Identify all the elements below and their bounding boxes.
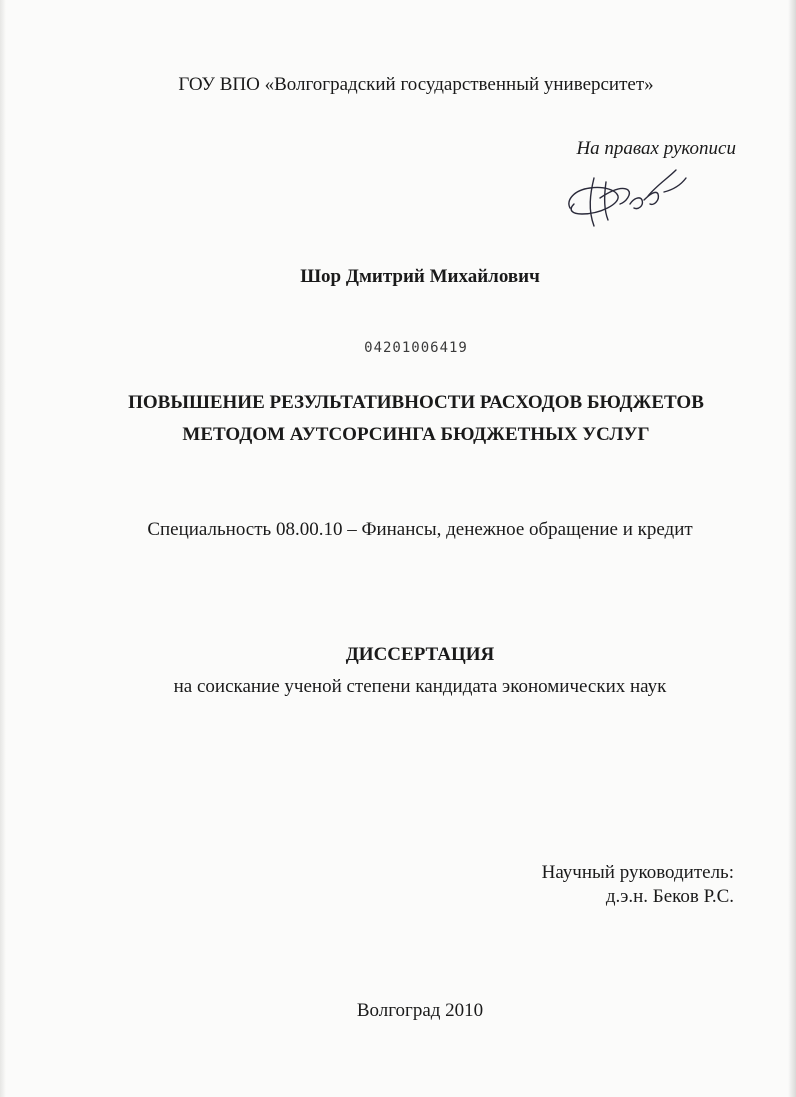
city-year: Волгоград 2010 — [356, 1000, 484, 1021]
supervisor-name: д.э.н. Беков Р.С. — [605, 886, 734, 907]
manuscript-note: На правах рукописи — [576, 138, 736, 159]
supervisor-label: Научный руководитель: — [541, 862, 734, 883]
scan-edge-left — [0, 0, 6, 1097]
degree-description: на соискание ученой степени кандидата экономических наук — [173, 676, 667, 697]
specialty: Специальность 08.00.10 – Финансы, денежное обращение и кредит — [147, 519, 693, 540]
university-name: ГОУ ВПО «Волгоградский государственный университет» — [178, 74, 654, 95]
handwritten-signature — [560, 160, 700, 232]
dissertation-title-line-2: МЕТОДОМ АУТСОРСИНГА БЮДЖЕТНЫХ УСЛУГ — [182, 424, 650, 445]
catalog-number: 04201006419 — [364, 340, 468, 356]
document-type: ДИССЕРТАЦИЯ — [345, 644, 495, 665]
scan-edge-right — [788, 0, 796, 1097]
dissertation-title-line-1: ПОВЫШЕНИЕ РЕЗУЛЬТАТИВНОСТИ РАСХОДОВ БЮДЖЕТОВ — [128, 392, 704, 413]
author-name: Шор Дмитрий Михайлович — [300, 266, 540, 287]
